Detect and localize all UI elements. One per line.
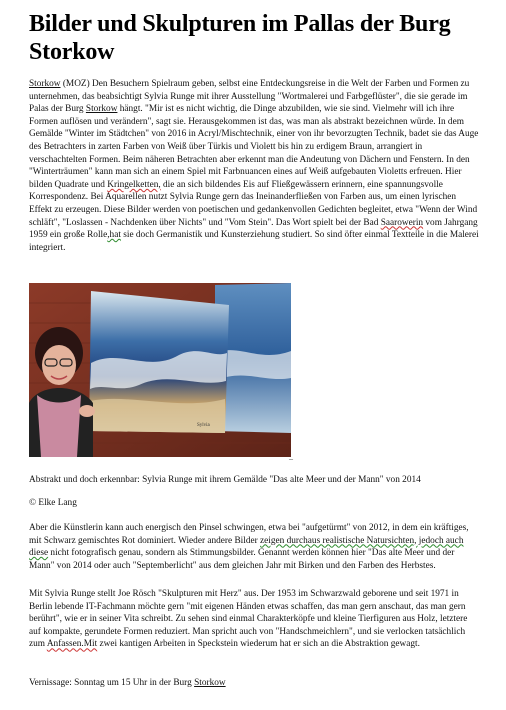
text-segment: Vernissage: Sonntag um 15 Uhr in der Burg (29, 678, 195, 688)
vernissage-note (29, 677, 479, 690)
text-segment: vom Jahrgang 1959 ein große Rolle (29, 217, 478, 241)
paragraph-intro (29, 78, 479, 254)
text-segment: hängt. "Mir ist es nicht wichtig, die Dinge abzubilden, wie sie sind. Vielmehr will ich ihre Formen auflösen und verändern", sagt sie. Herausgekommen ist das, was man als abstrakt bezeichnen würde. In dem Gemälde "Winter im Städtchen" von 2016 in Acryl/Mischtechnik, einer von ihr bevorzugten Technik, badet sie das Auge des Betrachters in zarten Farben von Weiß über Türkis und Violett bis hin zu erdigem Braun, arrangiert in verschachtelten Formen. Beim näheren Betrachten aber erkennt man die Andeutung von Dächern und Fenstern. In den "Winterträumen" kann man sich an einem Spiel mit Farbnuancen eines auf Weiß aufgebauten Violetts erfreuen. Hier bilden Quadrate und (29, 104, 479, 190)
text-segment: die an sich bildendes Eis auf Fließgewässern erinnern, eine spannungsvolle Korrespondenz. Bei Aquarellen nutzt Sylvia Runge gern das Ineinanderfließen von Farben aus, um einen lyrischen Effekt zu erzeugen. Diese Bilder werden von poetischen und gedankenvollen Gedichten begleitet, etwa "Wenn der Wind schläft", "Loslassen - Nachdenken über Nichts" und "Vom Stein". Das Wort spielt bei der Bad (29, 179, 478, 228)
paragraph-third (29, 588, 479, 651)
text-segment: zwei kantigen Arbeiten in Speckstein wiederum hat er sich an die Abstraktion gewagt. (97, 639, 420, 650)
photo-artist-with-painting (29, 283, 291, 457)
text-segment: (MOZ) Den Besuchern Spielraum geben, selbst eine Entdeckungsreise in die Welt der Farben und Formen zu unternehmen, das beabsichtigt Sylvia Runge mit ihrer Ausstellung "Wortmalerei und Farbgeflüster", die sie gerade im Palas der Burg (29, 79, 470, 115)
text-segment: sie doch Germanistik und Kunsterziehung studiert. So sind öfter einmal Textteile in die Malerei integriert. (29, 230, 479, 253)
text-segment: Aber die Künstlerin kann auch energisch den Pinsel schwingen, etwa bei "aufgetürmt" von 2012, in dem ein kräftiges, mit Schwarz gemischtes Rot dominiert. Wieder andere Bilder (29, 523, 469, 546)
photo-caption: Abstrakt und doch erkennbar: Sylvia Runge mit ihrem Gemälde "Das alte Meer und der Mann" von 2014 (29, 475, 421, 485)
spellcheck-word: Saarowerin (380, 217, 424, 228)
grammar-mark: zeigen durchaus realistische Natursichten, jedoch auch diese (29, 535, 464, 559)
text-segment: Mit Sylvia Runge stellt Joe Rösch "Skulpturen mit Herz" aus. Der 1953 im Schwarzwald geborene und seit 1971 in Berlin lebende IT-Fachmann möchte gern "mit eigenen Händen etwas schaffen, das man gern anschaut, das man gern berührt", wie er in seiner Vita schreibt. Zu sehen sind einmal Charakterköpfe und kleine Tierfiguren aus Holz, letztere auf kompakte, gerundete Formen reduziert. Man spricht auch von "Handschmeichlern", und sie verlocken tatsächlich zum (29, 589, 468, 650)
spellcheck-word: Kringelketten, (107, 179, 161, 190)
text-segment: nicht fotografisch genau, sondern als Stimmungsbilder. Genannt werden können hier "Das alte Meer und der Mann" von 2014 oder auch "Septemberlicht" aus dem gleichen Jahr mit Birken und den Farben des Herbstes. (29, 548, 455, 571)
spellcheck-word: Anfassen.Mit (46, 639, 98, 650)
image-anchor-mark: _ (289, 452, 293, 461)
photo-credit: © Elke Lang (29, 498, 77, 508)
painting-signature: Sylvia (197, 423, 210, 428)
place-link-storkow[interactable]: Storkow (29, 79, 61, 89)
article-title: Bilder und Skulpturen im Pallas der Burg Storkow (29, 11, 451, 65)
place-link-storkow-2[interactable]: Storkow (85, 104, 118, 115)
place-link-storkow-3[interactable]: Storkow (194, 678, 226, 688)
article-header (29, 10, 479, 254)
article-photo (29, 283, 291, 457)
paragraph-second (29, 522, 479, 572)
grammar-mark: ,hat (107, 230, 121, 241)
